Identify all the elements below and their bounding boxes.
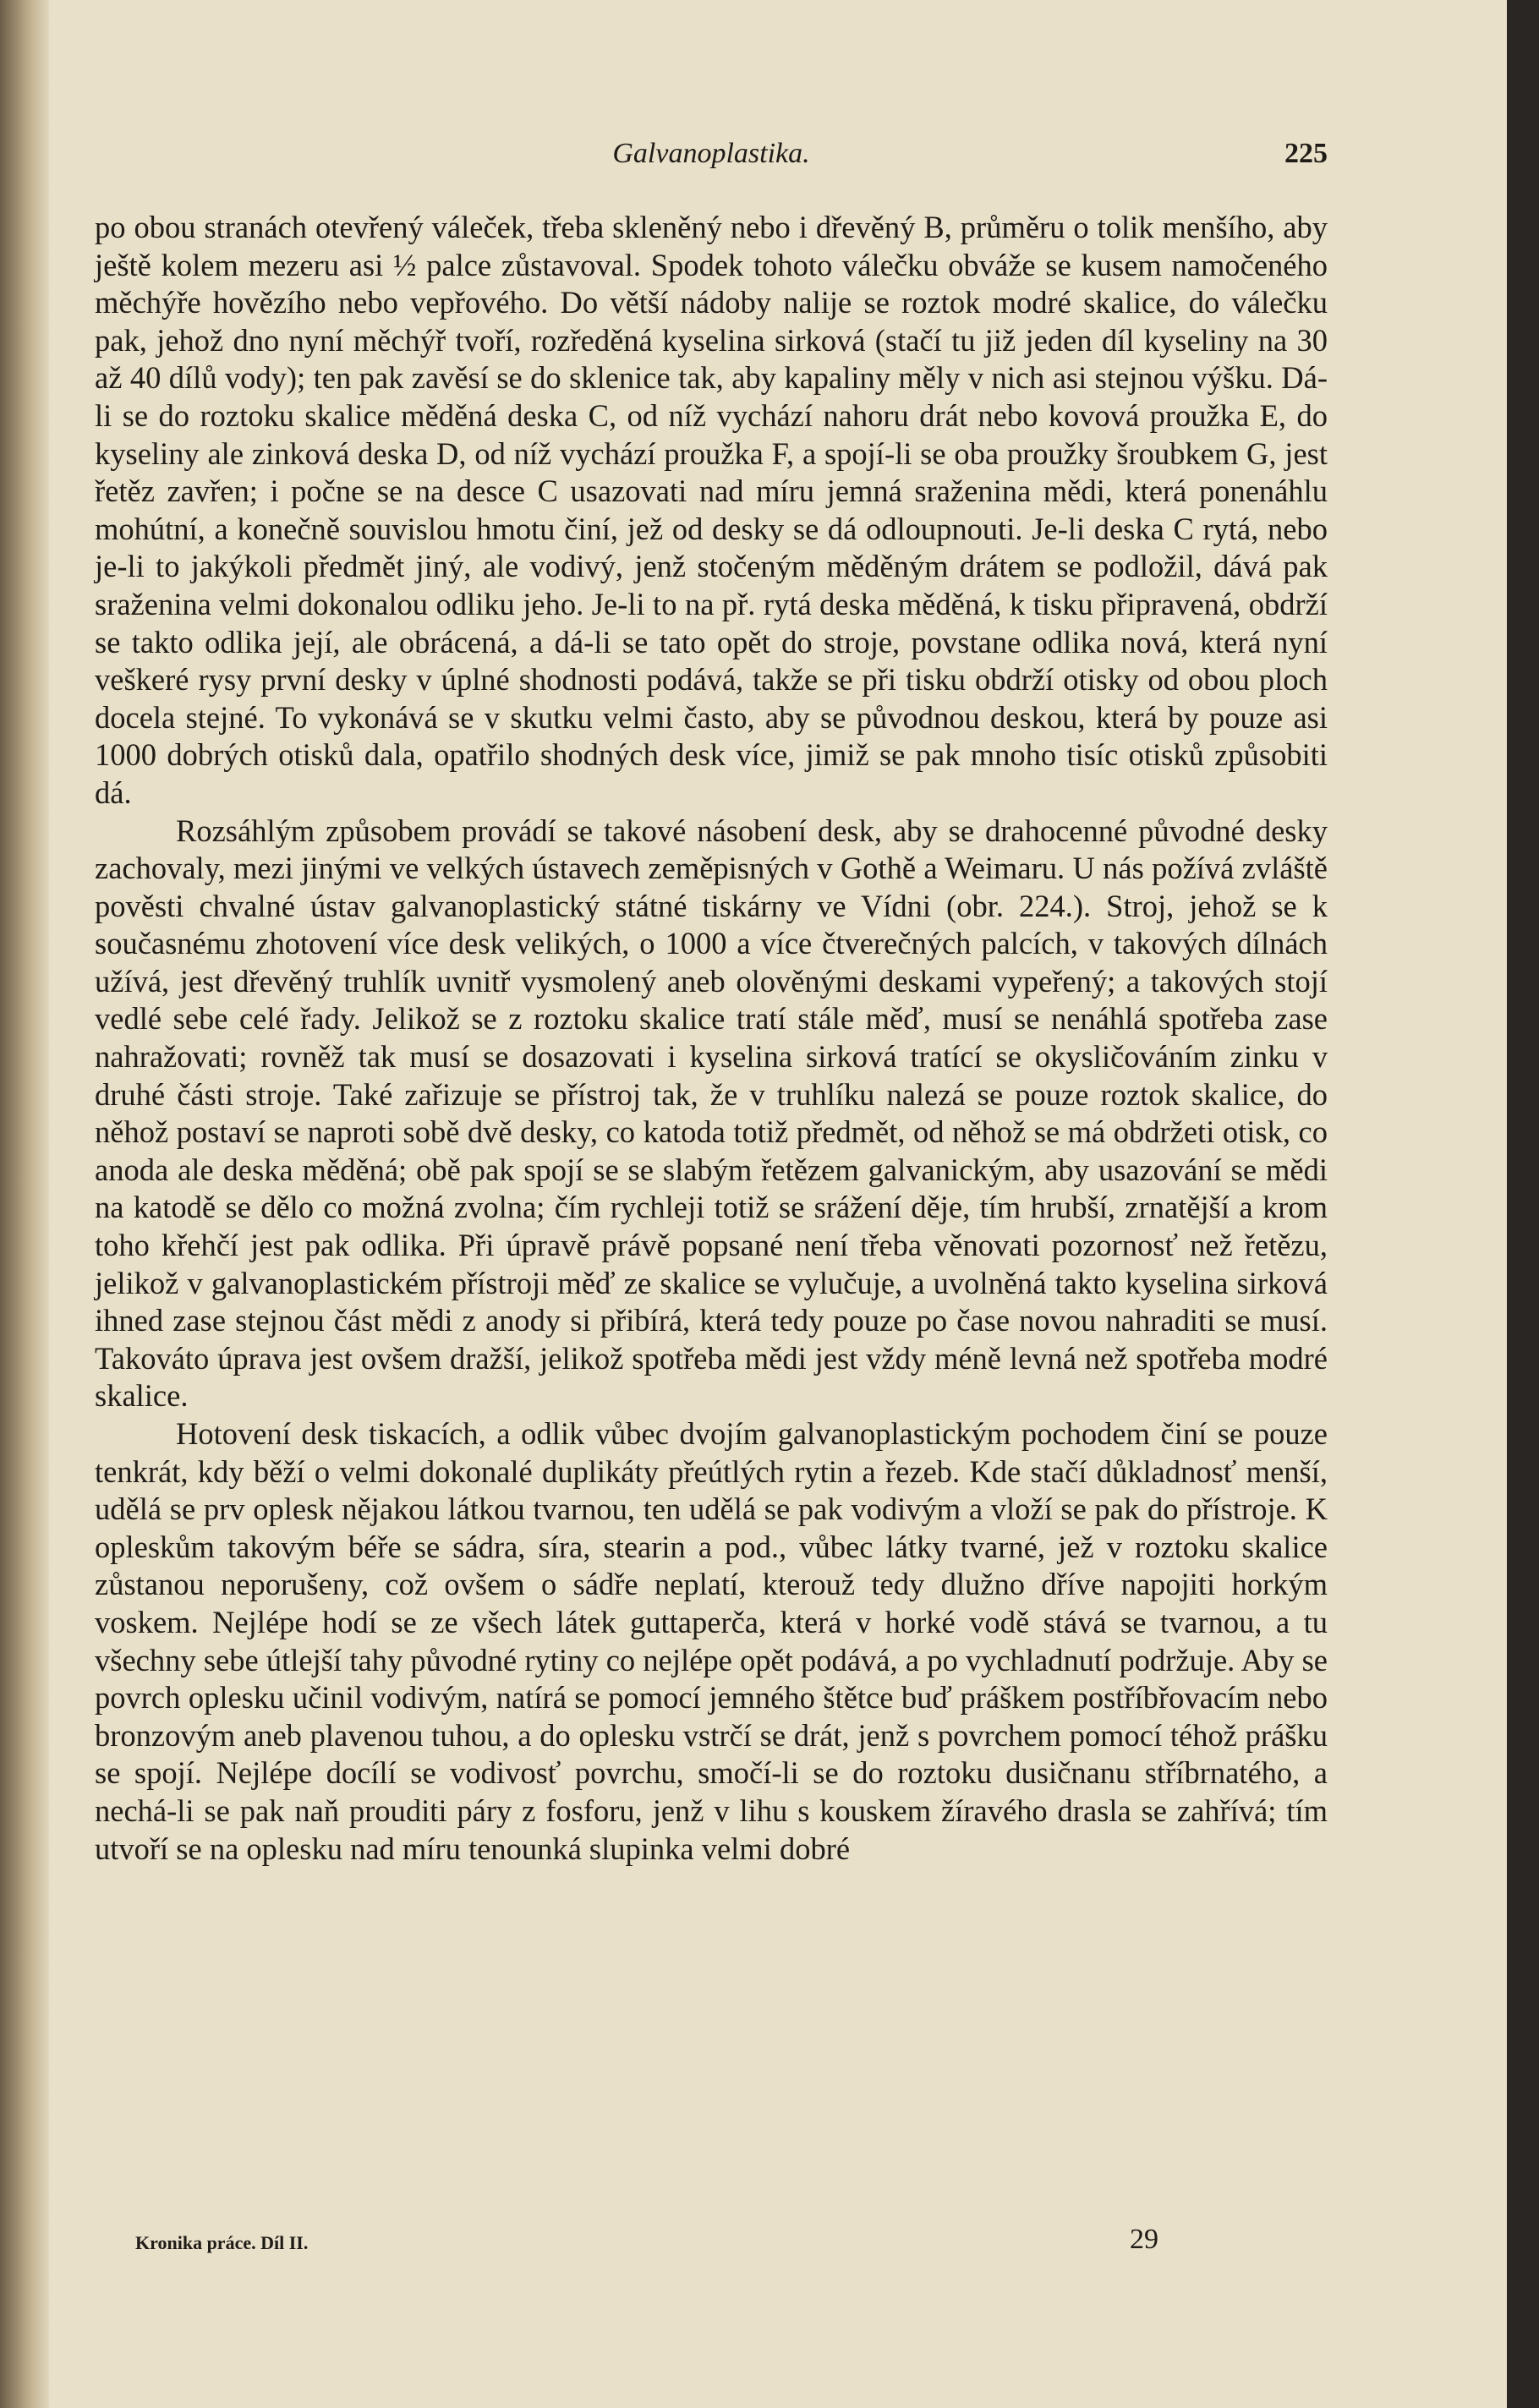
sheet-number: 29	[1130, 2224, 1158, 2255]
paragraph-3: Hotovení desk tiskacích, a odlik vůbec dvojím galvanoplastickým pochodem činí se pouze tenkrát, kdy běží o velmi dokonalé duplikáty přeútlých rytin a řezeb. Kde stačí důkladnosť menší, udělá se prv oplesk nějakou látkou tvarnou, ten udělá se pak vodivým a vloží se pak do přístroje. K opleskům takovým béře se sádra, síra, stearin a pod., vůbec látky tvarné, jež v roztoku skalice zůstanou neporušeny, což ovšem o sádře neplatí, kterouž tedy dlužno dříve napojiti horkým voskem. Nejlépe hodí se ze všech látek guttaperča, která v horké vodě stává se tvarnou, a tu všechny sebe útlejší tahy původné rytiny co nejlépe opět podává, a po vychladnutí podržuje. Aby se povrch oplesku učinil vodivým, natírá se pomocí jemného štětce buď práškem postříbřovacím nebo bronzovým aneb plavenou tuhou, a do oplesku vstrčí se drát, jenž s povrchem pomocí téhož prášku se spojí. Nejlépe docílí se vodivosť povrchu, smočí-li se do roztoku dusičnanu stříbrnatého, a nechá-li se pak naň prouditi páry z fosforu, jenž v lihu s kouskem žíravého drasla se zahřívá; tím utvoří se na oplesku nad míru tenounká slupinka velmi dobré	[95, 1416, 1328, 1866]
running-title: Galvanoplastika.	[612, 138, 810, 169]
body-text	[95, 209, 1328, 1868]
page-header	[95, 138, 1328, 177]
page-number: 225	[1284, 138, 1328, 169]
paragraph-1: po obou stranách otevřený váleček, třeba skleněný nebo i dřevěný B, průměru o tolik menšího, aby ještě kolem mezeru asi ½ palce zůstavoval. Spodek tohoto válečku obváže se kusem namočeného měchýře hovězího nebo vepřového. Do větší nádoby nalije se roztok modré skalice, do válečku pak, jehož dno nyní měchýř tvoří, rozředěná kyselina sirková (stačí tu již jeden díl kyseliny na 30 až 40 dílů vody); ten pak zavěsí se do sklenice tak, aby kapaliny měly v nich asi stejnou výšku. Dá-li se do roztoku skalice měděná deska C, od níž vychází nahoru drát nebo kovová proužka E, do kyseliny ale zinková deska D, od níž vychází proužka F, a spojí-li se oba proužky šroubkem G, jest řetěz zavřen; i počne se na desce C usazovati nad míru jemná sraženina mědi, která ponenáhlu mohútní, a konečně souvislou hmotu činí, jež od desky se dá odloupnouti. Je-li deska C rytá, nebo je-li to jakýkoli předmět jiný, ale vodivý, jenž stočeným měděným drátem se podložil, dává pak sraženina velmi dokonalou odliku jeho. Je-li to na př. rytá deska měděná, k tisku připravená, obdrží se takto odlika její, ale obrácená, a dá-li se tato opět do stroje, povstane odlika nová, která nyní veškeré rysy první desky v úplné shodnosti podává, takže se při tisku obdrží otisky od obou ploch docela stejné. To vykonává se v skutku velmi často, aby se původnou deskou, která by pouze asi 1000 dobrých otisků dala, opatřilo shodných desk více, jimiž se pak mnoho tisíc otisků způsobiti dá.	[95, 210, 1328, 810]
page-footer	[135, 2224, 1158, 2266]
book-binding-shadow	[0, 0, 49, 2408]
paragraph-2: Rozsáhlým způsobem provádí se takové násobení desk, aby se drahocenné původné desky zachovaly, mezi jinými ve velkých ústavech zeměpisných v Gothě a Weimaru. U nás požívá zvláště pověsti chvalné ústav galvanoplastický státné tiskárny ve Vídni (obr. 224.). Stroj, jehož se k současnému zhotovení více desk velikých, o 1000 a více čtverečných palcích, v takových dílnách užívá, jest dřevěný truhlík uvnitř vysmolený aneb olověnými deskami vypeřený; a takových stojí vedlé sebe celé řady. Jelikož se z roztoku skalice tratí stále měď, musí se nenáhlá spotřeba zase nahražovati; rovněž tak musí se dosazovati i kyselina sirková tratící se okysličováním zinku v druhé části stroje. Také zařizuje se přístroj tak, že v truhlíku nalezá se pouze roztok skalice, do něhož postaví se naproti sobě dvě desky, co katoda totiž předmět, od něhož se má obdržeti otisk, co anoda ale deska měděná; obě pak spojí se se slabým řetězem galvanickým, aby usazování se mědi na katodě se dělo co možná zvolna; čím rychleji totiž se srážení děje, tím hrubší, zrnatější a krom toho křehčí jest pak odlika. Při úpravě právě popsané není třeba věnovati pozornosť než řetězu, jelikož v galvanoplastickém přístroji měď ze skalice se vylučuje, a uvolněná takto kyselina sirková ihned zase stejnou část mědi z anody si přibírá, která tedy pouze po čase novou nahraditi se musí. Takováto úprava jest ovšem dražší, jelikož spotřeba mědi jest vždy méně levná než spotřeba modré skalice.	[95, 813, 1328, 1414]
footer-signature: Kronika práce. Díl II.	[135, 2232, 309, 2253]
